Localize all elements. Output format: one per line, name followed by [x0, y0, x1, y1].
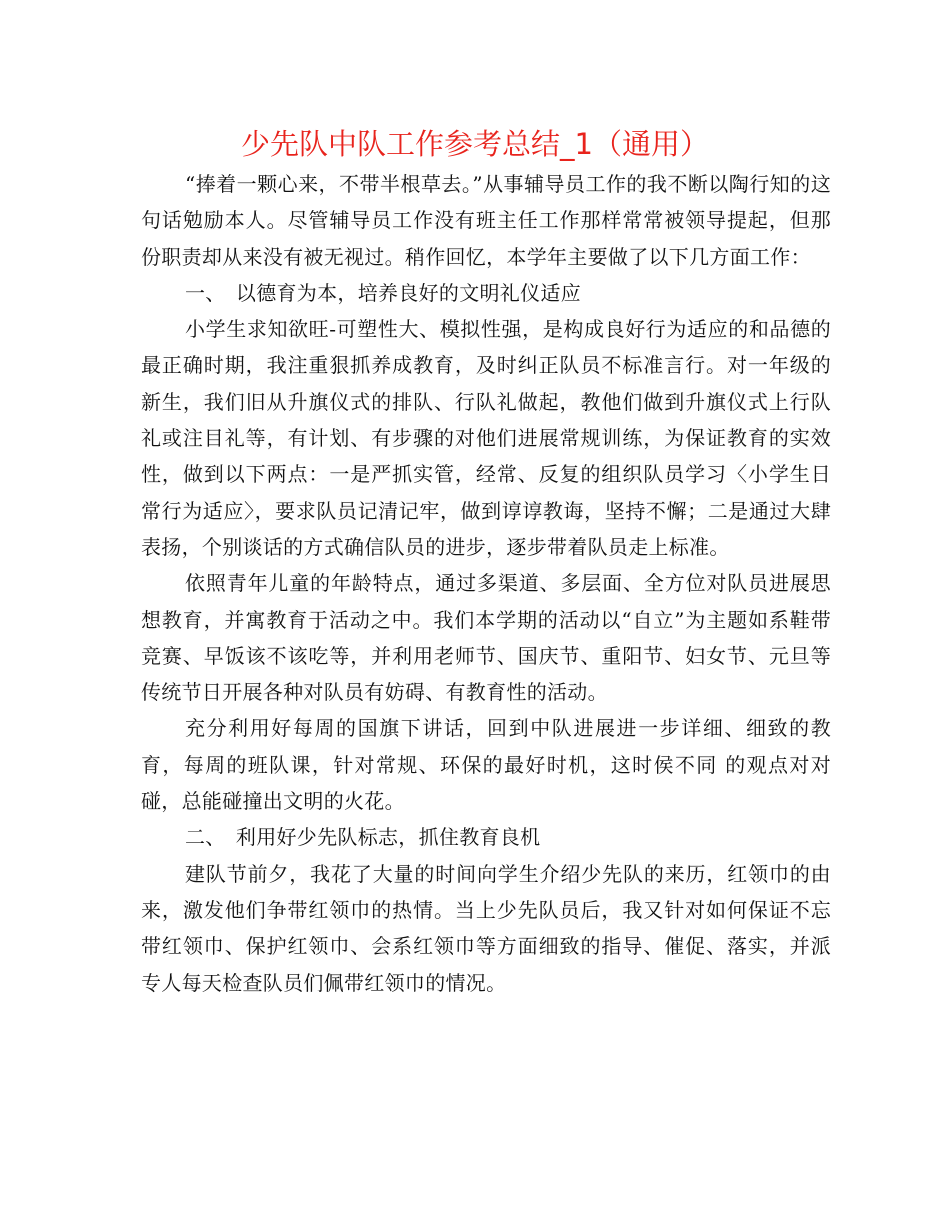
paragraph-intro: “捧着一颗心来，不带半根草去。”从事辅导员工作的我不断以陶行知的这句话勉励本人。尽管辅导员工作没有班主任工作那样常常被领导提起，但那份职责却从来没有被无视过。稍作回忆，本学年主要做了以下几方面工作： [141, 172, 831, 269]
section-heading-1: 一、 以德育为本，培养良好的文明礼仪适应 [185, 280, 581, 305]
paragraph-habits: 小学生求知欲旺-可塑性大、模拟性强，是构成良好行为适应的和品德的最正确时期，我注重狠抓养成教育，及时纠正队员不标准言行。对一年级的新生，我们旧从升旗仪式的排队、行队礼做起，教他们做到升旗仪式上行队礼或注目礼等，有计划、有步骤的对他们进展常规训练，为保证教育的实效性，做到以下两点：一是严抓实管，经常、反复的组织队员学习〈小学生日常行为适应〉，要求队员记清记牢，做到谆谆教诲，坚持不懈；二是通过大肆表扬，个别谈话的方式确信队员的进步，逐步带着队员走上标准。 [141, 317, 831, 559]
paragraph-activities: 依照青年儿童的年龄特点，通过多渠道、多层面、全方位对队员进展思想教育，并寓教育于活动之中。我们本学期的活动以“自立”为主题如系鞋带竞赛、早饭该不该吃等，并利用老师节、国庆节、重阳节、妇女节、元旦等传统节日开展各种对队员有妨碍、有教育性的活动。 [141, 571, 831, 705]
paragraph-red-scarf: 建队节前夕，我花了大量的时间向学生介绍少先队的来历，红领巾的由来，激发他们争带红领巾的热情。当上少先队员后，我又针对如何保证不忘带红领巾、保护红领巾、会系红领巾等方面细致的指导、催促、落实，并派专人每天检查队员们佩带红领巾的情况。 [141, 861, 831, 995]
section-heading-2: 二、 利用好少先队标志，抓住教育良机 [185, 825, 541, 850]
document-body [141, 166, 831, 1001]
document-title: 少先队中队工作参考总结_1（通用） [241, 127, 709, 161]
paragraph-flag-speech: 充分利用好每周的国旗下讲话，回到中队进展进一步详细、细致的教育，每周的班队课，针对常规、环保的最好时机，这时侯不同 的观点对对碰，总能碰撞出文明的火花。 [141, 716, 831, 814]
